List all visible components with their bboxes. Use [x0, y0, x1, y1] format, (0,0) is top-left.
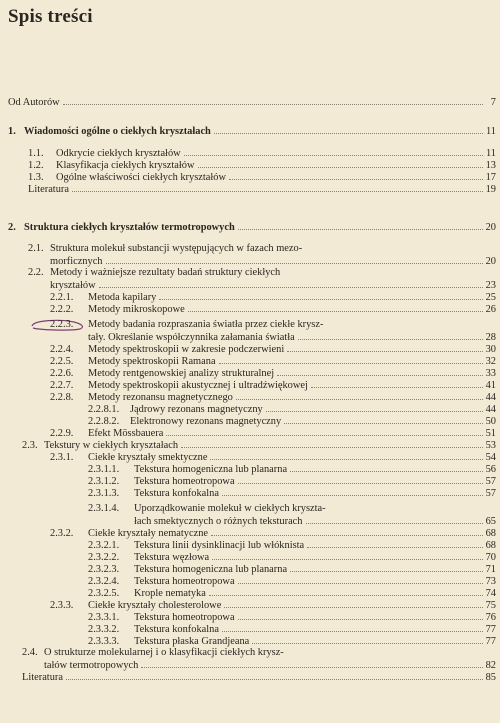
toc-entry-page: 19: [485, 184, 496, 195]
toc-entry-page: 17: [485, 172, 496, 183]
toc-entry-title: Metody i ważniejsze rezultaty badań struktury ciekłych: [50, 267, 281, 278]
toc-entry-title: Struktura molekuł substancji występujących w fazach mezo-: [50, 243, 303, 254]
toc-entry-title: Odkrycie ciekłych kryształów: [56, 148, 181, 159]
toc-entry-title: Metody badania rozpraszania światła przez ciekłe krysz-: [88, 319, 324, 330]
leader-dots: [306, 515, 483, 524]
page-title: Spis treści: [8, 6, 93, 27]
leader-dots: [287, 343, 482, 352]
toc-entry-title: Metoda kapilary: [88, 292, 157, 303]
toc-entry-page: 75: [485, 600, 496, 611]
toc-entry: [88, 575, 496, 587]
toc-entry-page: 50: [485, 416, 496, 427]
toc-entry-title: O strukturze molekularnej i o klasyfikacji ciekłych krysz-: [44, 647, 284, 658]
toc-entry-number: 2.3.3.: [50, 600, 74, 611]
toc-entry-number: 2.2.4.: [50, 344, 74, 355]
toc-entry: [88, 475, 496, 487]
toc-entry-title: Uporządkowanie molekuł w ciekłych kryszta-: [134, 503, 326, 514]
toc-entry-title: Metody spektroskopii w zakresie podczerwieni: [88, 344, 285, 355]
toc-entry-number: 2.3.3.3.: [88, 636, 120, 647]
toc-entry-page: 11: [485, 148, 496, 159]
leader-dots: [224, 599, 482, 608]
leader-dots: [290, 463, 483, 472]
toc-entry-number: 1.: [8, 126, 16, 137]
toc-entry-page: 13: [485, 160, 496, 171]
toc-entry-title: Ciekłe kryształy nematyczne: [88, 528, 209, 539]
toc-entry-number: 2.3.2.4.: [88, 576, 120, 587]
toc-entry: [50, 599, 496, 611]
toc-entry-title: Tekstura linii dysinklinacji lub włóknista: [134, 540, 305, 551]
toc-entry-number: 2.2.3.: [50, 319, 74, 330]
toc-entry-page: 51: [485, 428, 496, 439]
toc-entry-number: 2.2.7.: [50, 380, 74, 391]
toc-entry: [88, 503, 496, 515]
leader-dots: [63, 96, 483, 105]
leader-dots: [238, 611, 483, 620]
toc-entry-title: tały. Określanie współczynnika załamania światła: [88, 332, 295, 343]
toc-entry-number: 1.2.: [28, 160, 44, 171]
toc-entry-number: 2.3.2.: [50, 528, 74, 539]
toc-entry: [28, 159, 496, 171]
toc-entry-page: 57: [485, 476, 496, 487]
toc-entry-number: 2.: [8, 222, 16, 233]
leader-dots: [214, 125, 483, 134]
toc-entry-page: 65: [485, 516, 496, 527]
toc-entry-title: Metody rezonansu magnetycznego: [88, 392, 233, 403]
toc-entry-page: 53: [485, 440, 496, 451]
toc-entry-page: 28: [485, 332, 496, 343]
leader-dots: [238, 221, 483, 230]
toc-entry: [88, 403, 496, 415]
toc-entry: [8, 96, 496, 108]
toc-entry-page: 44: [485, 404, 496, 415]
leader-dots: [252, 635, 482, 644]
toc-entry-page: 30: [485, 344, 496, 355]
toc-entry-number: 2.3.3.2.: [88, 624, 120, 635]
toc-entry-title: Ogólne właściwości ciekłych kryształów: [56, 172, 226, 183]
toc-entry-page: 76: [485, 612, 496, 623]
toc-entry-number: 2.3.2.3.: [88, 564, 120, 575]
leader-dots: [266, 403, 483, 412]
toc-entry-page: 70: [485, 552, 496, 563]
toc-entry-title: Literatura: [22, 672, 63, 683]
toc-entry-title: Tekstura homogeniczna lub planarna: [134, 464, 288, 475]
toc-entry-page: 82: [485, 660, 496, 671]
toc-entry-title: Tekstura konfokalna: [134, 488, 219, 499]
toc-entry: [50, 527, 496, 539]
toc-entry: [28, 183, 496, 195]
toc-entry-title: łach smektycznych o różnych teksturach: [134, 516, 303, 527]
toc-entry-number: 2.2.5.: [50, 356, 74, 367]
toc-entry-page: 85: [485, 672, 496, 683]
toc-entry-title: morficznych: [50, 256, 103, 267]
leader-dots: [159, 291, 482, 300]
toc-entry-number: 2.2.9.: [50, 428, 74, 439]
toc-entry-page: 11: [485, 126, 496, 137]
toc-entry-number: 2.2.: [28, 267, 44, 278]
toc-entry-page: 32: [485, 356, 496, 367]
toc-entry-page: 77: [485, 624, 496, 635]
toc-entry: [88, 623, 496, 635]
leader-dots: [181, 439, 483, 448]
toc-entry: [50, 427, 496, 439]
toc-entry: [28, 171, 496, 183]
toc-entry-title: Tekstura węzłowa: [134, 552, 210, 563]
toc-entry-number: 1.3.: [28, 172, 44, 183]
toc-entry: [22, 671, 496, 683]
leader-dots: [307, 539, 482, 548]
toc-entry-page: 57: [485, 488, 496, 499]
toc-entry: [50, 291, 496, 303]
toc-entry-page: 73: [485, 576, 496, 587]
toc-entry: [88, 463, 496, 475]
toc-entry-page: 54: [485, 452, 496, 463]
toc-entry-page: 26: [485, 304, 496, 315]
toc-entry-title: Tekstura homeotropowa: [134, 476, 235, 487]
toc-entry: [88, 587, 496, 599]
toc-entry-continuation: [44, 659, 496, 671]
toc-entry-number: 2.2.6.: [50, 368, 74, 379]
toc-entry-page: 20: [485, 256, 496, 267]
toc-entry-number: 2.4.: [22, 647, 38, 658]
toc-entry: [50, 391, 496, 403]
toc-entry-page: 77: [485, 636, 496, 647]
leader-dots: [141, 659, 482, 668]
toc-entry-title: Struktura ciekłych kryształów termotropowych: [24, 222, 235, 233]
toc-entry-page: 71: [485, 564, 496, 575]
leader-dots: [184, 147, 483, 156]
toc-entry: [88, 635, 496, 647]
toc-entry-title: Metody spektroskopii akustycznej i ultradźwiękowej: [88, 380, 308, 391]
toc-entry-title: Tekstury w ciekłych kryształach: [44, 440, 179, 451]
toc-entry-page: 74: [485, 588, 496, 599]
toc-chapter: [8, 221, 496, 233]
leader-dots: [210, 451, 482, 460]
toc-entry-number: 2.3.2.2.: [88, 552, 120, 563]
leader-dots: [212, 551, 482, 560]
leader-dots: [284, 415, 482, 424]
toc-entry-number: 1.1.: [28, 148, 44, 159]
toc-entry-page: 7: [490, 97, 496, 108]
leader-dots: [290, 563, 483, 572]
toc-entry-number: 2.3.3.1.: [88, 612, 120, 623]
leader-dots: [188, 303, 483, 312]
leader-dots: [229, 171, 483, 180]
toc-entry-title: Wiadomości ogólne o ciekłych kryształach: [24, 126, 211, 137]
leader-dots: [277, 367, 482, 376]
toc-entry-title: Tekstura homeotropowa: [134, 612, 235, 623]
toc-entry-title: kryształów: [50, 280, 96, 291]
toc-entry: [88, 551, 496, 563]
leader-dots: [211, 527, 483, 536]
toc-entry-number: 2.3.1.: [50, 452, 74, 463]
toc-entry-number: 2.2.8.1.: [88, 404, 120, 415]
toc-entry-number: 2.3.1.3.: [88, 488, 120, 499]
leader-dots: [219, 355, 483, 364]
leader-dots: [238, 475, 483, 484]
toc-entry: [50, 451, 496, 463]
toc-entry: [88, 415, 496, 427]
toc-entry-title: Ciekłe kryształy smektyczne: [88, 452, 208, 463]
toc-entry-title: Metody mikroskopowe: [88, 304, 185, 315]
toc-entry: [50, 319, 496, 331]
toc-entry-title: Elektronowy rezonans magnetyczny: [130, 416, 282, 427]
toc-entry-title: Klasyfikacja ciekłych kryształów: [56, 160, 195, 171]
toc-entry-title: Ciekłe kryształy cholesterolowe: [88, 600, 222, 611]
toc-entry-page: 68: [485, 540, 496, 551]
toc-entry-page: 33: [485, 368, 496, 379]
toc-entry: [28, 147, 496, 159]
toc-entry-number: 2.1.: [28, 243, 44, 254]
leader-dots: [166, 427, 482, 436]
toc-entry: [50, 367, 496, 379]
toc-entry-title: Krople nematyka: [134, 588, 206, 599]
toc-entry-number: 2.3.2.5.: [88, 588, 120, 599]
toc-entry-title: Tekstura homeotropowa: [134, 576, 235, 587]
toc-entry-page: 68: [485, 528, 496, 539]
leader-dots: [222, 623, 483, 632]
toc-entry-title: Jądrowy rezonans magnetyczny: [130, 404, 263, 415]
toc-entry-page: 56: [485, 464, 496, 475]
leader-dots: [311, 379, 483, 388]
toc-entry-number: 2.3.1.4.: [88, 503, 120, 514]
toc-entry-title: Literatura: [28, 184, 69, 195]
toc-entry-continuation: [134, 515, 496, 527]
toc-entry-number: 2.3.1.2.: [88, 476, 120, 487]
leader-dots: [222, 487, 483, 496]
toc-entry-title: tałów termotropowych: [44, 660, 139, 671]
toc-entry: [88, 563, 496, 575]
toc-entry: [28, 267, 496, 279]
toc-entry-title: Metody spektroskopii Ramana: [88, 356, 216, 367]
toc-entry-continuation: [50, 255, 496, 267]
toc-entry: [50, 379, 496, 391]
toc-entry-title: Tekstura homogeniczna lub planarna: [134, 564, 288, 575]
leader-dots: [298, 331, 483, 340]
toc-entry-number: 2.2.8.2.: [88, 416, 120, 427]
toc-entry-number: 2.2.1.: [50, 292, 74, 303]
toc-entry: [28, 243, 496, 255]
leader-dots: [106, 255, 483, 264]
toc-entry-title: Metody rentgenowskiej analizy strukturalnej: [88, 368, 275, 379]
toc-entry: [50, 303, 496, 315]
leader-dots: [66, 671, 483, 680]
leader-dots: [72, 183, 483, 192]
toc-entry-title: Efekt Mössbauera: [88, 428, 164, 439]
toc-entry-number: 2.2.8.: [50, 392, 74, 403]
toc-entry-number: 2.2.2.: [50, 304, 74, 315]
toc-entry-page: 41: [485, 380, 496, 391]
toc-entry-number: 2.3.: [22, 440, 38, 451]
toc-entry-page: 25: [485, 292, 496, 303]
toc-entry-continuation: [50, 279, 496, 291]
leader-dots: [236, 391, 483, 400]
toc-entry: [22, 439, 496, 451]
toc-entry: [50, 355, 496, 367]
toc-entry-page: 44: [485, 392, 496, 403]
toc-entry-number: 2.3.1.1.: [88, 464, 120, 475]
toc-entry-page: 20: [485, 222, 496, 233]
toc-entry-title: Tekstura konfokalna: [134, 624, 219, 635]
toc-entry-title: Od Autorów: [8, 97, 60, 108]
toc-entry-continuation: [88, 331, 496, 343]
toc-chapter: [8, 125, 496, 137]
toc-entry-title: Tekstura płaska Grandjeana: [134, 636, 250, 647]
toc-entry: [88, 487, 496, 499]
toc-entry: [88, 611, 496, 623]
leader-dots: [238, 575, 483, 584]
toc-entry-page: 23: [485, 280, 496, 291]
leader-dots: [198, 159, 483, 168]
toc-entry-number: 2.3.2.1.: [88, 540, 120, 551]
toc-entry: [88, 539, 496, 551]
toc-entry: [22, 647, 496, 659]
leader-dots: [209, 587, 483, 596]
toc-entry: [50, 343, 496, 355]
leader-dots: [99, 279, 483, 288]
